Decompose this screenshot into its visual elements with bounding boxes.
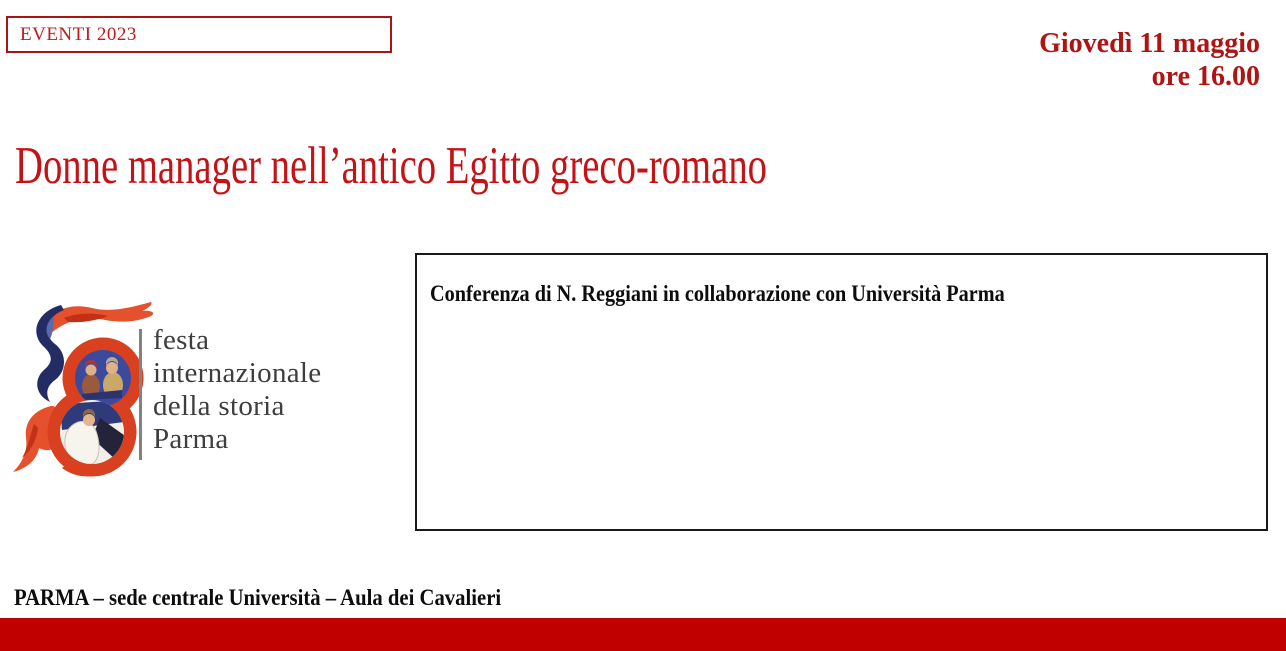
footer-accent-bar (0, 618, 1286, 651)
event-time: ore 16.00 (1151, 61, 1260, 92)
logo-wordmark-line2: internazionale (153, 357, 322, 389)
event-description-box (415, 253, 1268, 531)
event-description: Conferenza di N. Reggiani in collaborazione con Università Parma (430, 281, 1005, 306)
illuminated-s-logo-icon (4, 296, 154, 481)
logo-wordmark-line1: festa (153, 324, 210, 356)
page-title (15, 137, 1045, 195)
logo-wordmark-line4: Parma (153, 423, 229, 455)
festa-storia-parma-logo (4, 296, 374, 481)
logo-divider (139, 329, 142, 460)
logo-wordmark-line3: della storia (153, 390, 285, 422)
events-2023-box (6, 16, 392, 53)
event-location: PARMA – sede centrale Università – Aula dei Cavalieri (14, 585, 502, 610)
event-datetime (1039, 27, 1260, 93)
page-title-text: Donne manager nell’antico Egitto greco-romano (15, 137, 768, 195)
events-2023-label: EVENTI 2023 (20, 23, 137, 45)
event-date: Giovedì 11 maggio (1039, 28, 1260, 59)
logo-wordmark (153, 324, 321, 456)
